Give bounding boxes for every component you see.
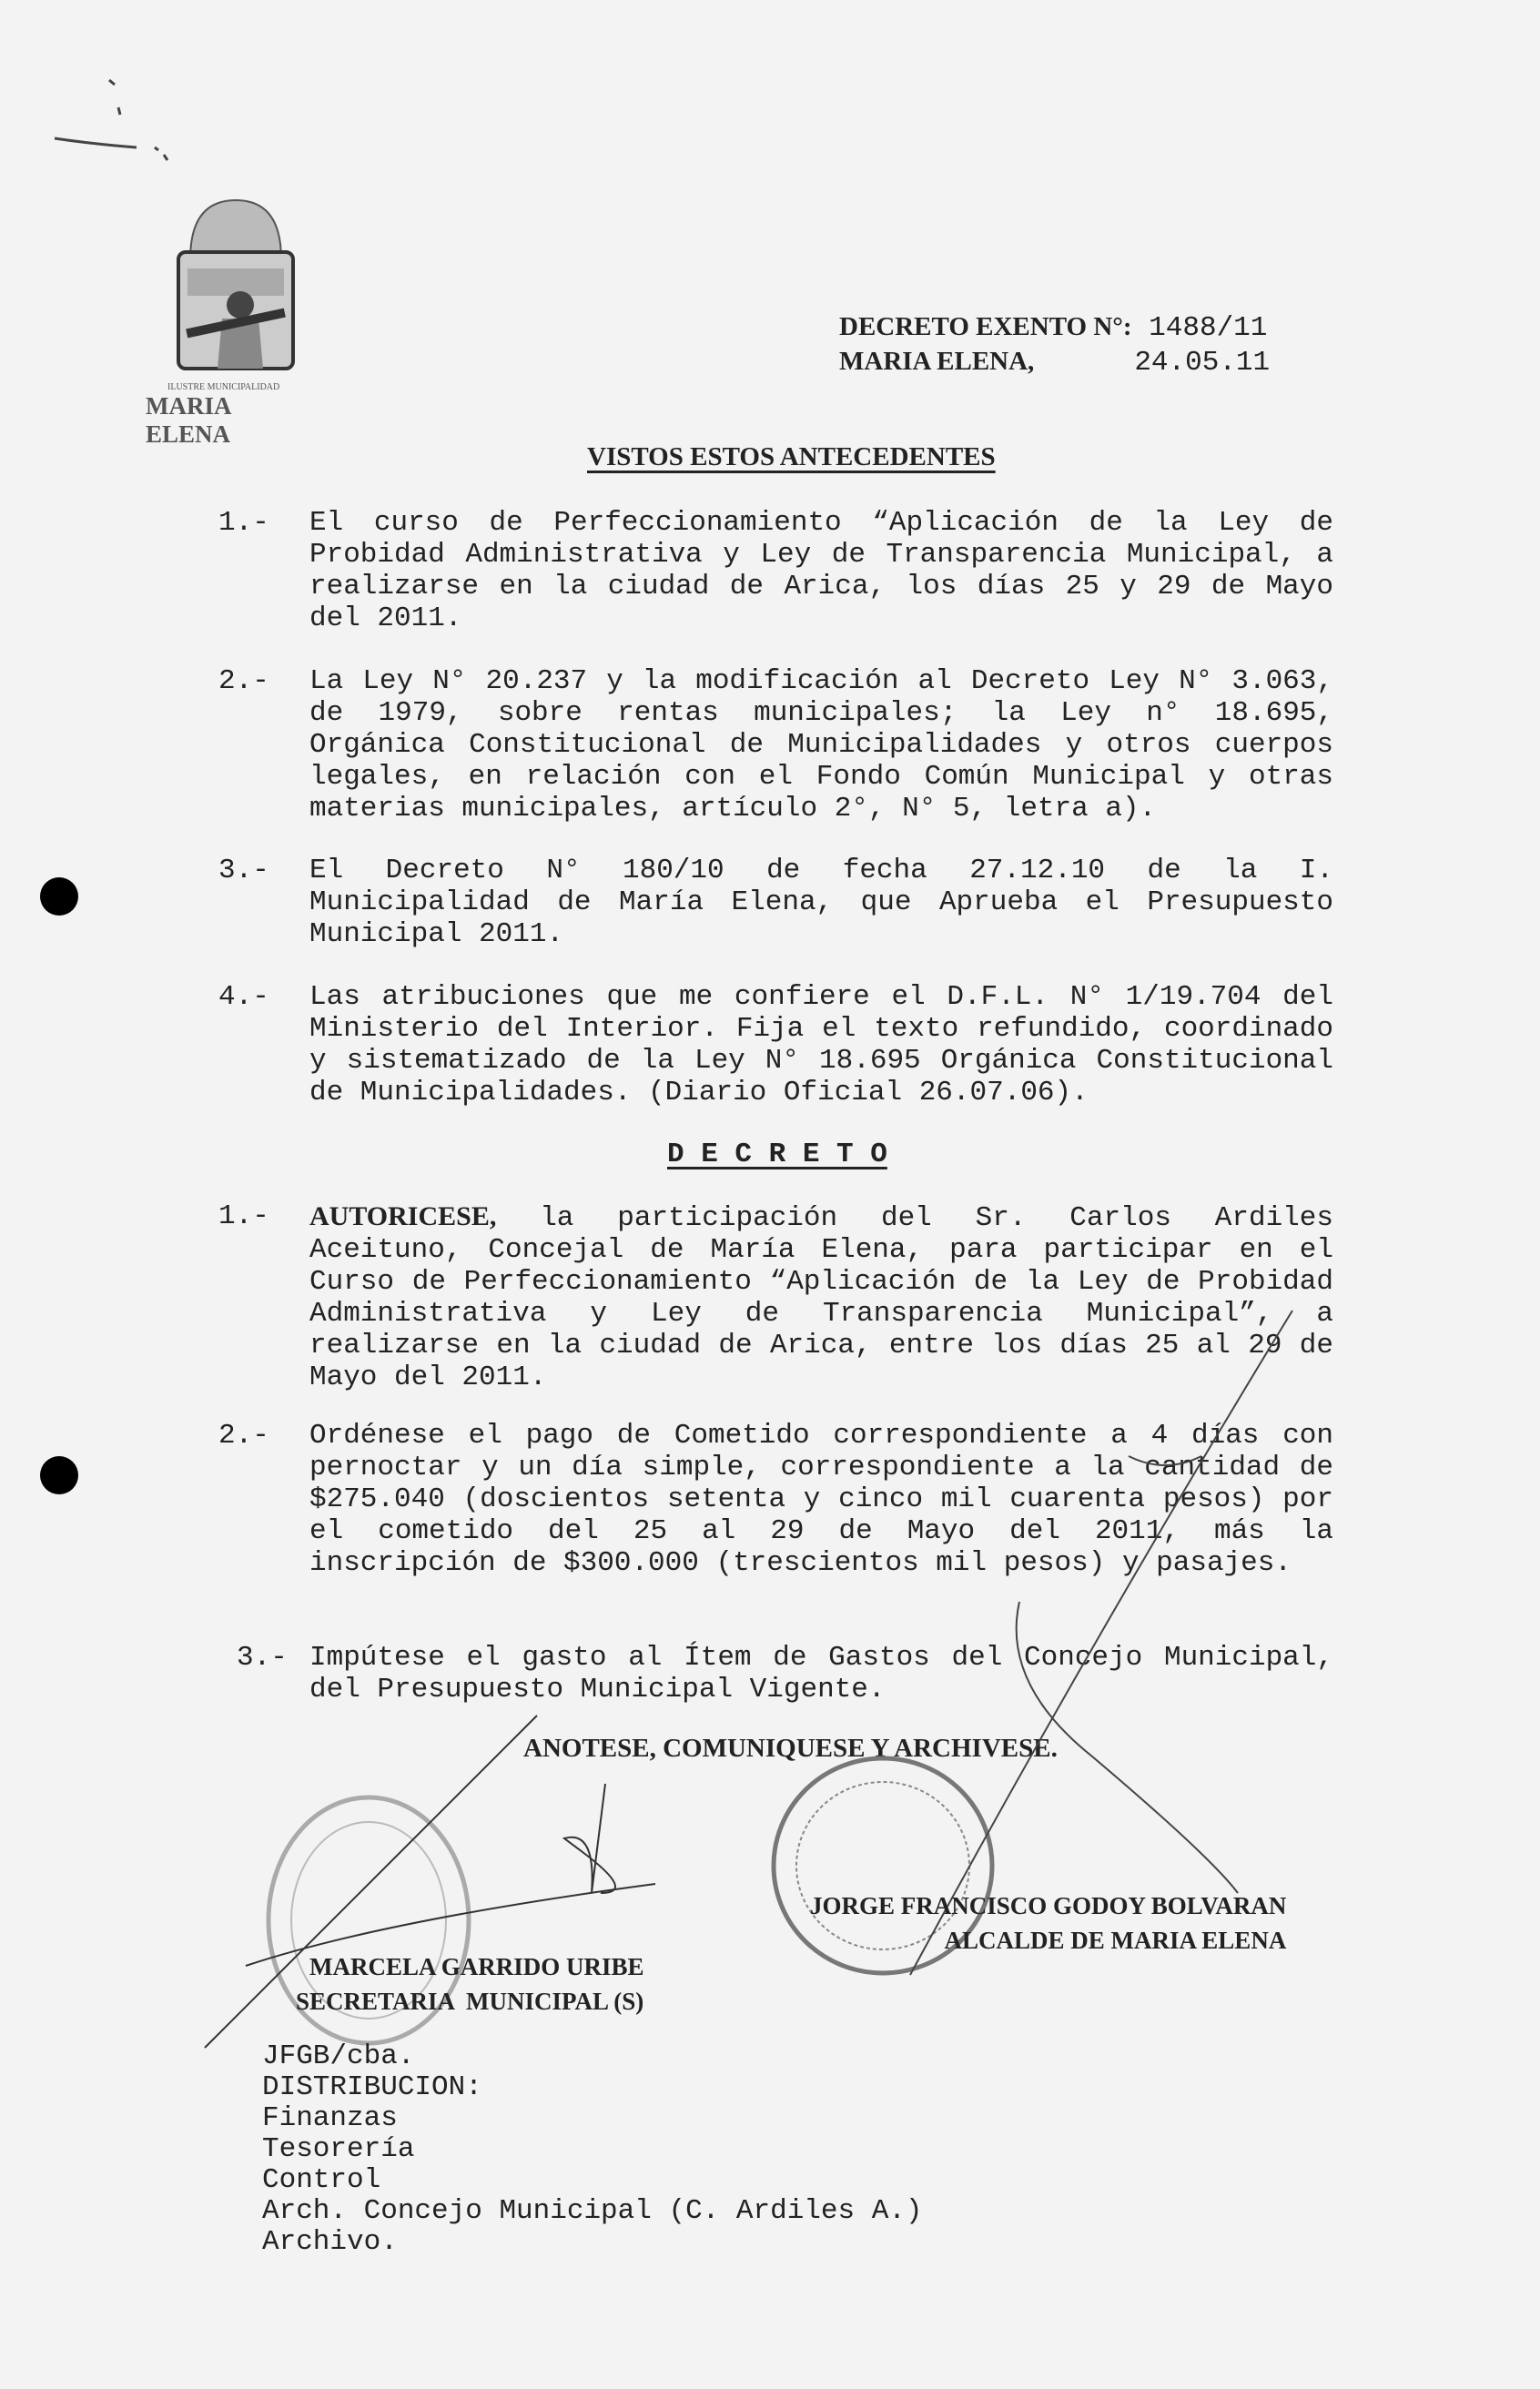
vistos-item bbox=[218, 665, 1333, 825]
mayor-name: JORGE FRANCISCO GODOY BOLVARAN bbox=[810, 1892, 1287, 1919]
logo-name: MARIA ELENA bbox=[146, 392, 231, 448]
distribution-item: Tesorería bbox=[262, 2133, 415, 2165]
closing: ANOTESE, COMUNIQUESE Y ARCHIVESE. bbox=[523, 1734, 1058, 1763]
distribution-item: Finanzas bbox=[262, 2102, 398, 2134]
item-number: 1.- bbox=[218, 507, 269, 539]
vistos-item bbox=[218, 855, 1333, 950]
date: 24.05.11 bbox=[1134, 347, 1271, 379]
item-number: 3.- bbox=[218, 855, 269, 886]
item-text: Ordénese el pago de Cometido correspondiente a 4 días con pernoctar y un día simple, correspondiente a la cantidad de $275.040 (doscientos setenta y cinco mil cuarenta pesos) por el cometido del 25 al 29 de Mayo del 2011, más la inscripción de $300.000 (trescientos mil pesos) y pasajes. bbox=[309, 1420, 1333, 1579]
item-number: 3.- bbox=[237, 1642, 288, 1674]
item-number: 4.- bbox=[218, 981, 269, 1013]
mayor-title: ALCALDE DE MARIA ELENA bbox=[944, 1927, 1287, 1954]
item-text: El curso de Perfeccionamiento “Aplicación de la Ley de Probidad Administrativa y Ley de Transparencia Municipal, a realizarse en la ciudad de Arica, los días 25 y 29 de Mayo del 2011. bbox=[309, 507, 1333, 634]
decree-number: 1488/11 bbox=[1149, 312, 1268, 344]
decreto-title: D E C R E T O bbox=[667, 1139, 887, 1170]
scan-marks bbox=[46, 64, 228, 164]
item-text: Impútese el gasto al Ítem de Gastos del Concejo Municipal, del Presupuesto Municipal Vigente. bbox=[309, 1642, 1333, 1706]
distribution-item: Control bbox=[262, 2164, 381, 2196]
punch-hole bbox=[40, 1456, 78, 1494]
secretary-title: SECRETARIA MUNICIPAL (S) bbox=[296, 1988, 644, 2015]
decreto-item bbox=[218, 1200, 1333, 1393]
item-text: Las atribuciones que me confiere el D.F.L. N° 1/19.704 del Ministerio del Interior. Fija el texto refundido, coordinado y sistematizado de la Ley N° 18.695 Orgánica Constitucional de Municipalidades. (Diario Oficial 26.07.06). bbox=[309, 981, 1333, 1108]
municipal-logo bbox=[146, 196, 313, 449]
item-number: 2.- bbox=[218, 1420, 269, 1452]
distribution-item: Arch. Concejo Municipal (C. Ardiles A.) bbox=[262, 2195, 923, 2227]
item-text: El Decreto N° 180/10 de fecha 27.12.10 de la I. Municipalidad de María Elena, que Aprueba el Presupuesto Municipal 2011. bbox=[309, 855, 1333, 950]
distribution-label: DISTRIBUCION: bbox=[262, 2071, 482, 2103]
distribution bbox=[262, 2041, 923, 2258]
item-number: 1.- bbox=[218, 1200, 269, 1232]
vistos-title: VISTOS ESTOS ANTECEDENTES bbox=[587, 442, 996, 471]
decree-header bbox=[839, 311, 1270, 379]
item-lead: AUTORICESE, bbox=[309, 1201, 497, 1231]
secretary-name: MARCELA GARRIDO URIBE bbox=[309, 1953, 644, 1980]
punch-hole bbox=[40, 877, 78, 916]
decreto-item bbox=[218, 1420, 1333, 1579]
vistos-item bbox=[218, 507, 1333, 634]
item-number: 2.- bbox=[218, 665, 269, 697]
decree-label: DECRETO EXENTO N°: bbox=[839, 312, 1132, 341]
place: MARIA ELENA, bbox=[839, 347, 1035, 376]
secretary-signature-block bbox=[296, 1949, 644, 2019]
mayor-signature-block bbox=[810, 1888, 1286, 1958]
item-text: la participación del Sr. Carlos Ardiles Aceituno, Concejal de María Elena, para participar en el Curso de Perfeccionamiento “Aplicación de la Ley de Probidad Administrativa y Ley de Transparencia Municipal”, a realizarse en la ciudad de Arica, entre los días 25 al 29 de Mayo del 2011. bbox=[309, 1202, 1333, 1393]
item-text: La Ley N° 20.237 y la modificación al Decreto Ley N° 3.063, de 1979, sobre rentas municipales; la Ley n° 18.695, Orgánica Constitucional de Municipalidades y otros cuerpos legales, en relación con el Fondo Común Municipal y otras materias municipales, artículo 2°, N° 5, letra a). bbox=[309, 665, 1333, 825]
logo-subtitle: ILUSTRE MUNICIPALIDAD bbox=[167, 382, 280, 392]
initials: JFGB/cba. bbox=[262, 2040, 415, 2072]
vistos-item bbox=[218, 981, 1333, 1108]
coat-of-arms-icon bbox=[167, 196, 304, 378]
decreto-item bbox=[237, 1642, 1333, 1706]
distribution-item: Archivo. bbox=[262, 2226, 398, 2258]
